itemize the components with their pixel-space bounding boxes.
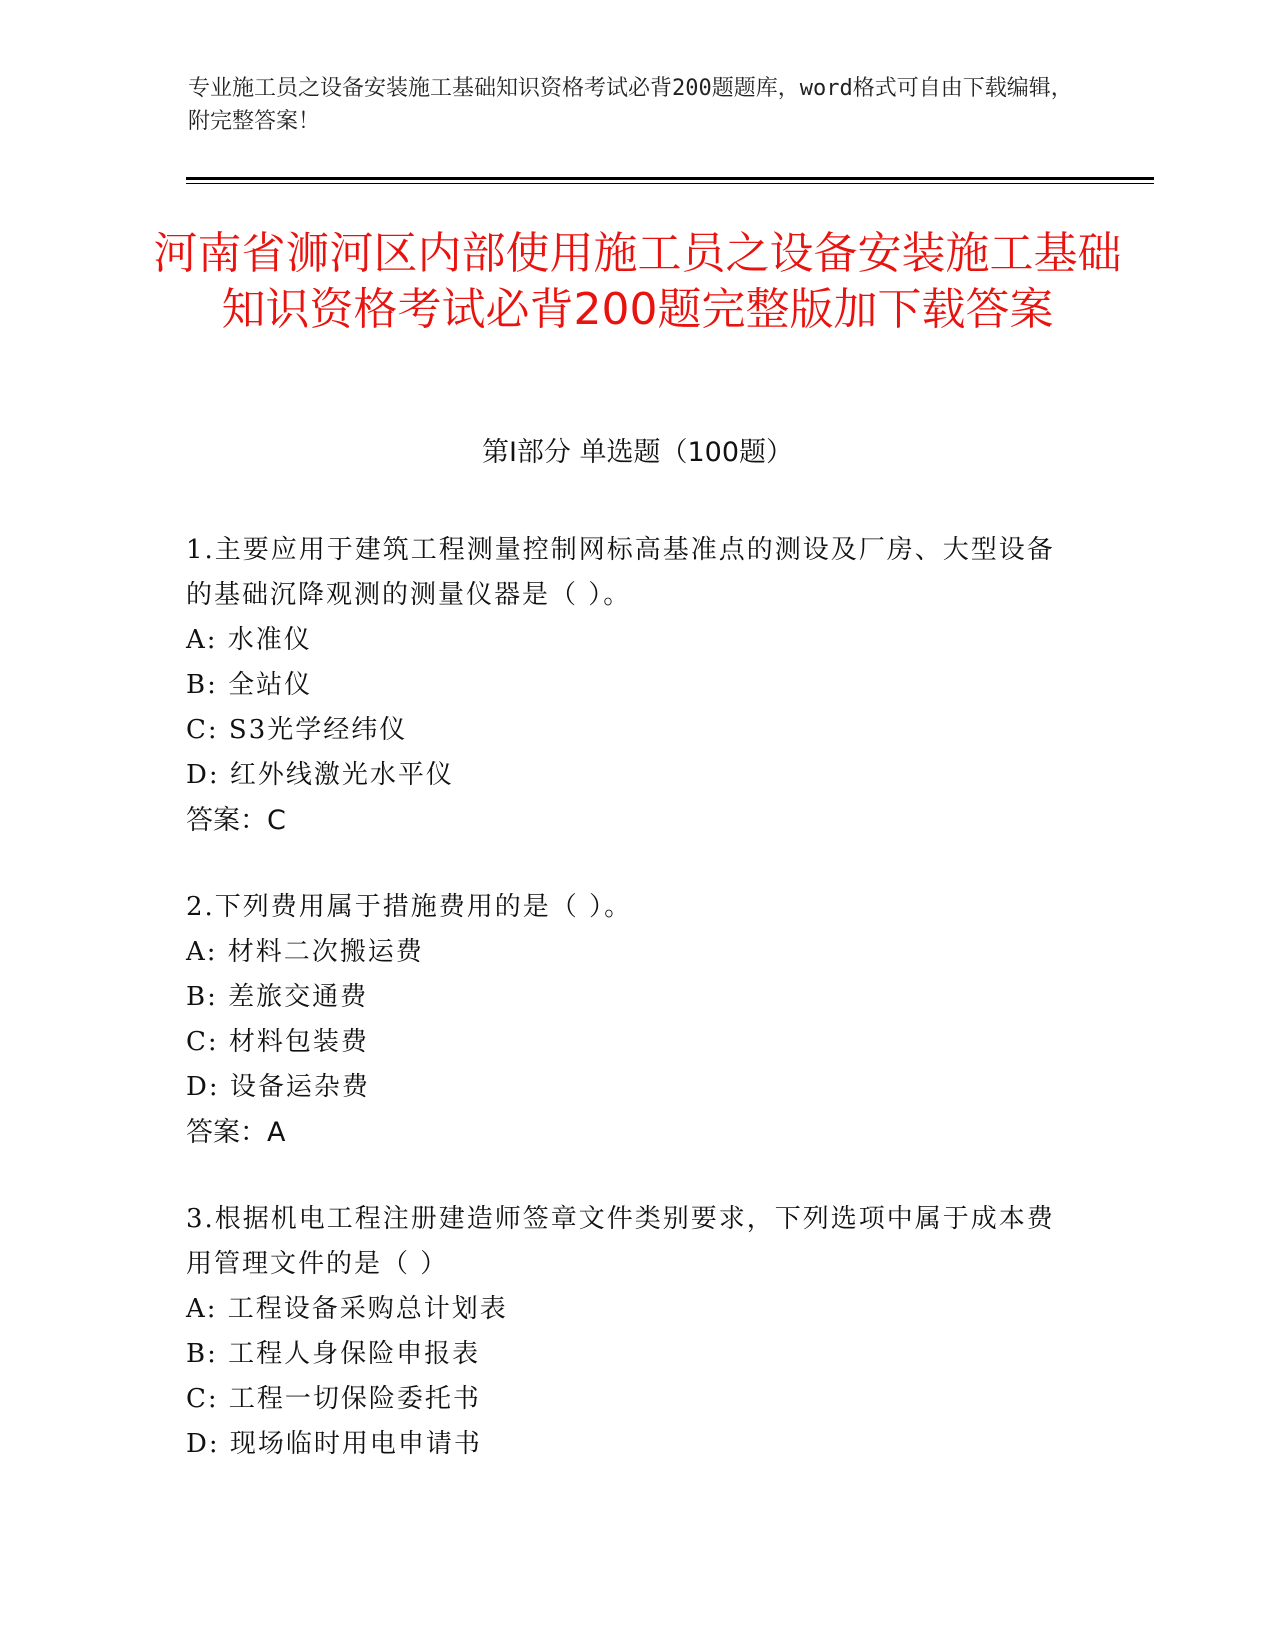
question-text: 1.主要应用于建筑工程测量控制网标高基准点的测设及厂房、大型设备的基础沉降观测的测量仪器是（ ）。	[186, 535, 1055, 610]
header-note: 专业施工员之设备安装施工基础知识资格考试必背200题题库，word格式可自由下载编辑，附完整答案！	[188, 76, 1073, 134]
section-heading: 第I部分 单选题（100题）	[481, 437, 794, 468]
document-title: 河南省浉河区内部使用施工员之设备安装施工基础知识资格考试必背200题完整版加下载答案	[153, 228, 1122, 335]
header-rule-thick	[186, 177, 1154, 180]
question-3	[186, 1197, 1066, 1467]
answer: 答案：A	[186, 1117, 286, 1148]
answer: 答案：C	[186, 805, 286, 836]
question-text: 3.根据机电工程注册建造师签章文件类别要求，下列选项中属于成本费用管理文件的是（ ）	[186, 1204, 1055, 1279]
option-a: A: 材料二次搬运费	[186, 937, 424, 967]
option-d: D: 设备运杂费	[186, 1072, 370, 1102]
question-list	[186, 528, 1066, 1509]
option-b: B: 全站仪	[186, 670, 313, 700]
option-b: B: 工程人身保险申报表	[186, 1339, 481, 1369]
option-a: A: 工程设备采购总计划表	[186, 1294, 508, 1324]
question-2	[186, 885, 1066, 1155]
option-c: C: S3光学经纬仪	[186, 715, 408, 745]
question-1	[186, 528, 1066, 843]
option-c: C: 工程一切保险委托书	[186, 1384, 481, 1414]
question-text: 2.下列费用属于措施费用的是（ ）。	[186, 892, 633, 922]
option-d: D: 红外线激光水平仪	[186, 760, 454, 790]
option-d: D: 现场临时用电申请书	[186, 1429, 482, 1459]
option-b: B: 差旅交通费	[186, 982, 369, 1012]
option-c: C: 材料包装费	[186, 1027, 369, 1057]
header-rule-thin	[186, 183, 1154, 184]
option-a: A: 水准仪	[186, 625, 312, 655]
